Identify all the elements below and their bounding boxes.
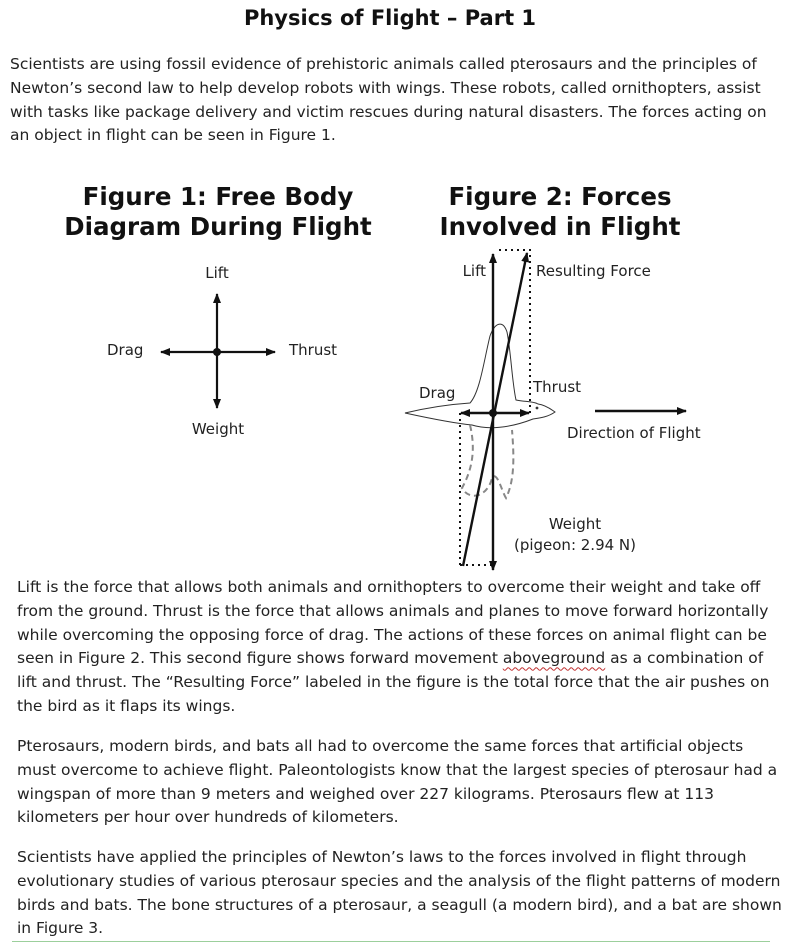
fig2-resulting-force-label: Resulting Force	[536, 262, 651, 280]
fig1-center-dot	[213, 348, 221, 356]
figure1-diagram	[107, 264, 337, 438]
fig2-center-dot	[489, 409, 497, 417]
figure2-title-line1: Figure 2: Forces	[448, 182, 672, 211]
fig2-lift-label: Lift	[462, 262, 486, 280]
figure2-title-line2: Involved in Flight	[439, 212, 681, 241]
page-title: Physics of Flight – Part 1	[243, 6, 537, 30]
fig1-weight-label: Weight	[191, 420, 245, 438]
figure2-diagram	[405, 250, 701, 570]
fig2-weight-label: Weight	[548, 515, 602, 533]
paragraph-pterosaurs: Pterosaurs, modern birds, and bats all had to overcome the same forces that artificial objects must overcome to achieve flight. Paleontologists know that the largest species of pterosaur had a wingspan of more than 9 meters and weighed over 227 kilograms. Pterosaurs flew at 113 kilometers per hour over hundreds of kilometers.	[17, 737, 778, 827]
paragraph-forces-part1: Lift is the force that allows both animals and ornithopters to overcome their weight and take off from the ground. Thrust is the force that allows animals and planes to move forward horizontally while overcoming the opposing force of drag. The actions of these forces on animal flight can be seen in Figure 2. This second figure shows forward movement	[17, 578, 769, 668]
fig1-drag-label: Drag	[107, 341, 144, 359]
figure1-title-line1: Figure 1: Free Body	[82, 182, 354, 211]
paragraph-forces	[17, 576, 787, 719]
fig1-lift-label: Lift	[205, 264, 229, 282]
paragraph-forces-part2: as a combination of lift and thrust. The “Resulting Force” labeled in the figure is the total force that the air pushes on the bird as it flaps its wings.	[17, 649, 770, 715]
fig2-thrust-label: Thrust	[533, 378, 582, 396]
fig2-weight-value: (pigeon: 2.94 N)	[513, 536, 637, 554]
figure1-title-line2: Diagram During Flight	[64, 212, 372, 241]
fig2-direction-label: Direction of Flight	[567, 424, 701, 442]
fig1-thrust-label: Thrust	[289, 341, 338, 359]
resulting-force-arrow	[463, 253, 527, 566]
fig2-drag-label: Drag	[419, 384, 456, 402]
bird-eye	[536, 407, 539, 410]
spellcheck-flagged-word[interactable]: aboveground	[502, 649, 606, 668]
bird-lower-wing	[462, 425, 513, 498]
bottom-divider	[12, 941, 770, 942]
paragraph-newton-laws: Scientists have applied the principles of Newton’s laws to the forces involved in flight through evolutionary studies of various pterosaur species and the analysis of the flight patterns of modern birds and bats. The bone structures of a pterosaur, a seagull (a modern bird), and a bat are shown in Figure 3.	[17, 848, 782, 938]
intro-paragraph: Scientists are using fossil evidence of prehistoric animals called pterosaurs and the principles of Newton’s second law to help develop robots with wings. These robots, called ornithopters, assist with tasks like package delivery and victim rescues during natural disasters. The forces acting on an object in flight can be seen in Figure 1.	[10, 55, 767, 145]
